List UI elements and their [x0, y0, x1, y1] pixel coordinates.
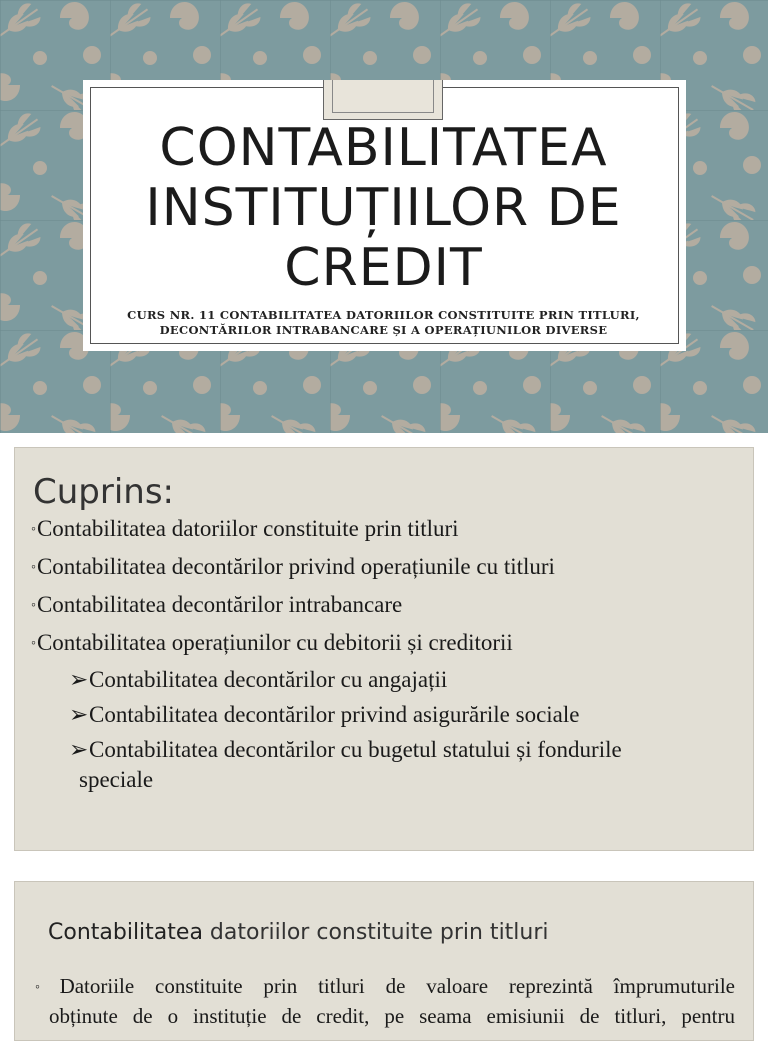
list-item-text: Contabilitatea decontărilor intrabancare: [36, 592, 403, 617]
arrow-bullet-icon: ➢: [69, 702, 89, 727]
subtitle-line-2: DECONTĂRILOR INTRABANCARE ȘI A OPERAȚIUNILOR DIVERSE: [159, 323, 608, 337]
title-slide: [0, 0, 768, 433]
section-body: [35, 973, 735, 1030]
arrow-bullet-icon: ➢: [69, 667, 89, 692]
section-title: [48, 920, 549, 945]
main-title: [100, 118, 667, 298]
contents-slide: [14, 447, 754, 851]
sub-list-item: [69, 664, 709, 695]
main-title-line-3: CREDIT: [284, 238, 483, 298]
section-title-rest: datoriilor constituite prin titluri: [202, 920, 549, 945]
sub-list-item-text: Contabilitatea decontărilor cu angajații: [89, 667, 448, 692]
main-title-line-1: CONTABILITATEA: [159, 118, 608, 178]
arrow-bullet-icon: ➢: [69, 737, 89, 762]
bullet-icon: ◦: [31, 522, 36, 537]
list-item-text: Contabilitatea operațiunilor cu debitorii și creditorii: [36, 630, 513, 655]
sub-list-item: [69, 699, 709, 730]
sub-list-item-text: Contabilitatea decontărilor privind asigurările sociale: [89, 702, 580, 727]
title-tab-decoration: [323, 80, 443, 120]
list-item-text: Contabilitatea decontărilor privind operațiunile cu titluri: [36, 554, 555, 579]
list-item: [31, 630, 513, 656]
subtitle: [100, 308, 667, 338]
sub-list-item-text: Contabilitatea decontărilor cu bugetul statului și fondurile: [89, 737, 622, 762]
section-slide: [14, 881, 754, 1041]
bullet-icon: ◦: [31, 598, 36, 613]
list-item: [31, 516, 459, 542]
contents-heading: Cuprins:: [33, 472, 175, 512]
list-item-text: Contabilitatea datoriilor constituite prin titluri: [36, 516, 459, 541]
bullet-icon: ◦: [31, 636, 36, 651]
bullet-icon: ◦: [31, 560, 36, 575]
section-body-text: Datoriile constituite prin titluri de valoare reprezintă împrumuturile: [59, 974, 735, 998]
section-body-line-2: obținute de o instituție de credit, pe seama emisiunii de titluri, pentru: [49, 1004, 735, 1028]
sub-list-item: [69, 734, 709, 765]
section-title-strong: Contabilitatea: [48, 920, 203, 945]
list-item: [31, 554, 555, 580]
bullet-icon: ◦: [35, 980, 56, 995]
main-title-line-2: INSTITUȚIILOR DE: [145, 178, 622, 238]
list-item: [31, 592, 402, 618]
section-body-line-1: [35, 973, 735, 1003]
subtitle-line-1: CURS NR. 11 CONTABILITATEA DATORIILOR CONSTITUITE PRIN TITLURI,: [127, 308, 640, 322]
sub-list-item-continuation: speciale: [79, 767, 154, 792]
